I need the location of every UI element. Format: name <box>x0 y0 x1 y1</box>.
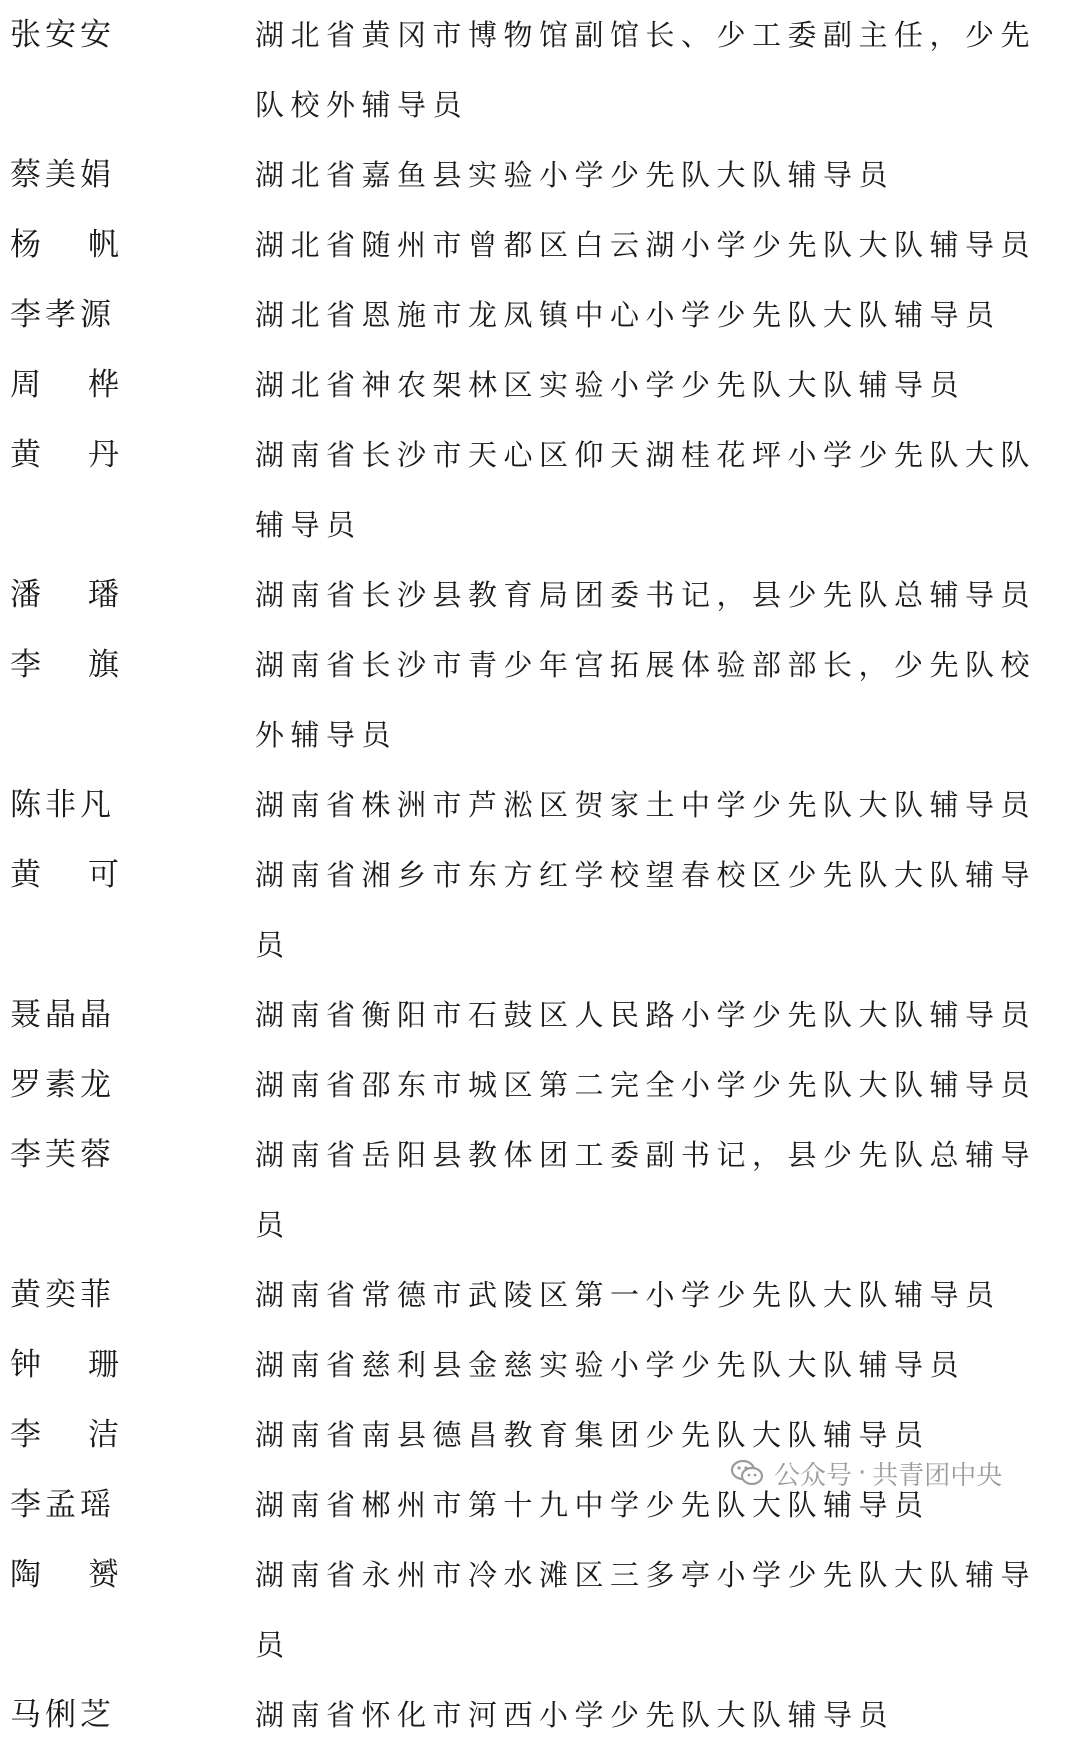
person-title: 湖南省邵东市城区第二完全小学少先队大队辅导员 <box>255 1068 1037 1102</box>
list-item <box>0 1680 1080 1750</box>
person-title: 湖南省岳阳县教体团工委副书记，县少先队总辅导员 <box>255 1138 1037 1242</box>
person-name: 李 旗 <box>10 647 119 683</box>
person-title: 湖南省长沙市青少年宫拓展体验部部长，少先队校外辅导员 <box>255 648 1037 752</box>
person-title: 湖北省嘉鱼县实验小学少先队大队辅导员 <box>255 158 895 192</box>
watermark-separator: · <box>858 1458 867 1488</box>
list-item <box>0 560 1080 630</box>
person-name: 蔡美娟 <box>10 157 115 193</box>
list-item <box>0 280 1080 350</box>
list-item <box>0 1260 1080 1330</box>
person-title: 湖南省衡阳市石鼓区人民路小学少先队大队辅导员 <box>255 998 1037 1032</box>
person-name: 张安安 <box>10 17 115 53</box>
person-name: 潘 璠 <box>10 577 119 613</box>
person-name: 黄 可 <box>10 857 119 893</box>
person-title: 湖南省长沙县教育局团委书记，县少先队总辅导员 <box>255 578 1037 612</box>
watermark <box>730 1455 1002 1491</box>
list-item <box>0 0 1080 140</box>
person-title: 湖北省恩施市龙凤镇中心小学少先队大队辅导员 <box>255 298 1001 332</box>
person-title: 湖南省怀化市河西小学少先队大队辅导员 <box>255 1698 895 1732</box>
person-name: 李 洁 <box>10 1417 119 1453</box>
list-item <box>0 140 1080 210</box>
person-title: 湖南省慈利县金慈实验小学少先队大队辅导员 <box>255 1348 966 1382</box>
person-title: 湖南省郴州市第十九中学少先队大队辅导员 <box>255 1488 930 1522</box>
person-name: 黄 丹 <box>10 437 119 473</box>
person-title: 湖南省永州市冷水滩区三多亭小学少先队大队辅导员 <box>255 1558 1037 1662</box>
person-name: 陶 赟 <box>10 1557 119 1593</box>
person-title: 湖南省湘乡市东方红学校望春校区少先队大队辅导员 <box>255 858 1037 962</box>
person-title: 湖北省随州市曾都区白云湖小学少先队大队辅导员 <box>255 228 1037 262</box>
list-item <box>0 350 1080 420</box>
list-item <box>0 840 1080 980</box>
list-item <box>0 1540 1080 1680</box>
list-item <box>0 210 1080 280</box>
list-item <box>0 1330 1080 1400</box>
person-name: 聂晶晶 <box>10 997 115 1033</box>
list-item <box>0 980 1080 1050</box>
list-item <box>0 630 1080 770</box>
person-title: 湖北省神农架林区实验小学少先队大队辅导员 <box>255 368 966 402</box>
list-item <box>0 420 1080 560</box>
wechat-icon <box>730 1458 764 1488</box>
watermark-account: 共青团中央 <box>872 1460 1003 1491</box>
list-item <box>0 770 1080 840</box>
person-title: 湖南省株洲市芦淞区贺家土中学少先队大队辅导员 <box>255 788 1037 822</box>
person-name: 李孟瑶 <box>10 1487 115 1523</box>
watermark-label: 公众号 <box>774 1460 853 1491</box>
person-title: 湖南省常德市武陵区第一小学少先队大队辅导员 <box>255 1278 1001 1312</box>
person-name: 杨 帆 <box>10 227 119 263</box>
person-name: 李芙蓉 <box>10 1137 115 1173</box>
person-name: 罗素龙 <box>10 1067 115 1103</box>
list-item <box>0 1120 1080 1260</box>
person-name: 周 桦 <box>10 367 119 403</box>
person-name: 李孝源 <box>10 297 115 333</box>
person-name: 马俐芝 <box>10 1697 115 1733</box>
person-name: 黄奕菲 <box>10 1277 115 1313</box>
person-name: 陈非凡 <box>10 787 115 823</box>
person-title: 湖北省黄冈市博物馆副馆长、少工委副主任，少先队校外辅导员 <box>255 18 1037 122</box>
person-title: 湖南省南县德昌教育集团少先队大队辅导员 <box>255 1418 930 1452</box>
person-name: 钟 珊 <box>10 1347 119 1383</box>
person-title: 湖南省长沙市天心区仰天湖桂花坪小学少先队大队辅导员 <box>255 438 1037 542</box>
list-item <box>0 1050 1080 1120</box>
